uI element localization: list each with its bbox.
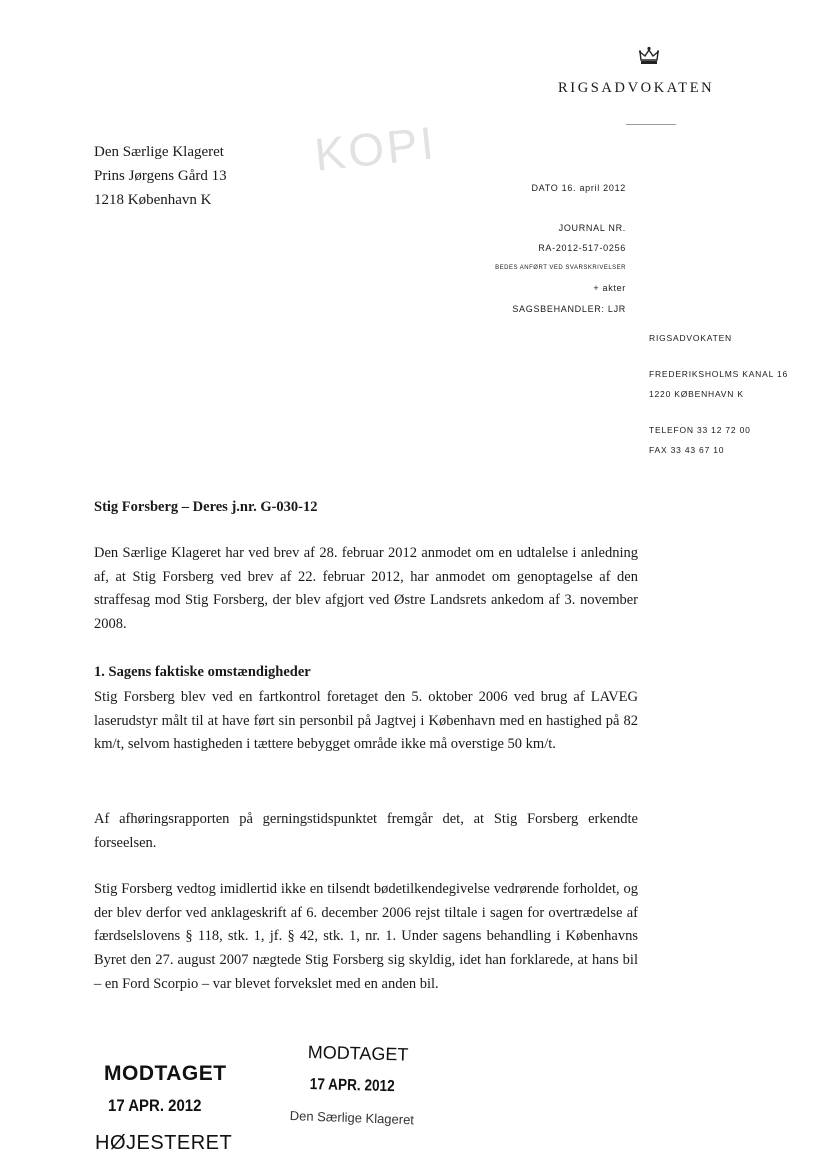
stamp-right-date: 17 APR. 2012 bbox=[309, 1076, 395, 1096]
journal-number: RA-2012-517-0256 bbox=[538, 243, 626, 253]
paragraph-1: Den Særlige Klageret har ved brev af 28. februar 2012 anmodet om en udtalelse i anledning af, at Stig Forsberg ved brev af 22. februar 2012, har anmodet om genoptagelse af den straffesag mod Stig Forsberg, der blev afgjort ved Østre Landsrets ankedom af 3. november 2008. bbox=[94, 545, 638, 633]
letterhead-divider bbox=[626, 124, 676, 125]
stamp-right-org: Den Særlige Klageret bbox=[289, 1108, 415, 1128]
royal-crown-icon bbox=[637, 46, 661, 68]
letterhead-org-name: RIGSADVOKATEN bbox=[558, 80, 715, 96]
sender-fax: FAX 33 43 67 10 bbox=[649, 445, 725, 455]
sender-street: FREDERIKSHOLMS KANAL 16 bbox=[649, 369, 789, 379]
stamp-left-title: MODTAGET bbox=[104, 1062, 227, 1085]
sender-contact bbox=[649, 328, 788, 460]
sender-name: RIGSADVOKATEN bbox=[649, 333, 732, 343]
paragraph-3: Af afhøringsrapporten på gerningstidspunktet fremgår det, at Stig Forsberg erkendte forseelsen. bbox=[94, 811, 638, 851]
enclosure-note: + akter bbox=[593, 283, 626, 293]
letter-date: DATO 16. april 2012 bbox=[531, 183, 626, 193]
case-handler: SAGSBEHANDLER: LJR bbox=[512, 304, 626, 314]
stamp-left-date: 17 APR. 2012 bbox=[108, 1096, 202, 1115]
sender-city: 1220 KØBENHAVN K bbox=[649, 389, 744, 399]
paragraph-4: Stig Forsberg vedtog imidlertid ikke en tilsendt bødetilkendegivelse vedrørende forholdet, og der blev derfor ved anklageskrift af 6. december 2006 rejst tiltale i sagen for overtrædelse af færdselslovens § 118, stk. 1, jf. § 42, stk. 1, nr. 1. Under sagens behandling i Københavns Byret den 27. august 2007 nægtede Stig Forsberg sig skyldig, idet han forklarede, at hans bil – en Ford Scorpio – var blevet forvekslet med en anden bil. bbox=[94, 881, 638, 992]
faint-kopi-stamp: KOPI bbox=[312, 116, 439, 181]
paragraph-2: Stig Forsberg blev ved en fartkontrol foretaget den 5. oktober 2006 ved brug af LAVEG laserudstyr målt til at have ført sin personbil på Jagtvej i København med en hastighed på 82 km/t, selvom hastigheden i tættere bebygget område ikke må overstige 50 km/t. bbox=[94, 689, 638, 753]
section-heading-1: 1. Sagens faktiske omstændigheder bbox=[94, 664, 311, 680]
stamp-right-title: MODTAGET bbox=[307, 1042, 409, 1065]
recipient-address bbox=[94, 140, 227, 212]
recipient-street: Prins Jørgens Gård 13 bbox=[94, 168, 227, 184]
reference-note: BEDES ANFØRT VED SVARSKRIVELSER bbox=[495, 265, 626, 271]
stamp-left-org: HØJESTERET bbox=[95, 1132, 233, 1154]
journal-label: JOURNAL NR. bbox=[558, 223, 626, 233]
recipient-name: Den Særlige Klageret bbox=[94, 144, 224, 160]
sender-phone: TELEFON 33 12 72 00 bbox=[649, 425, 751, 435]
letter-subject: Stig Forsberg – Deres j.nr. G-030-12 bbox=[94, 499, 318, 515]
recipient-city: 1218 København K bbox=[94, 192, 212, 208]
